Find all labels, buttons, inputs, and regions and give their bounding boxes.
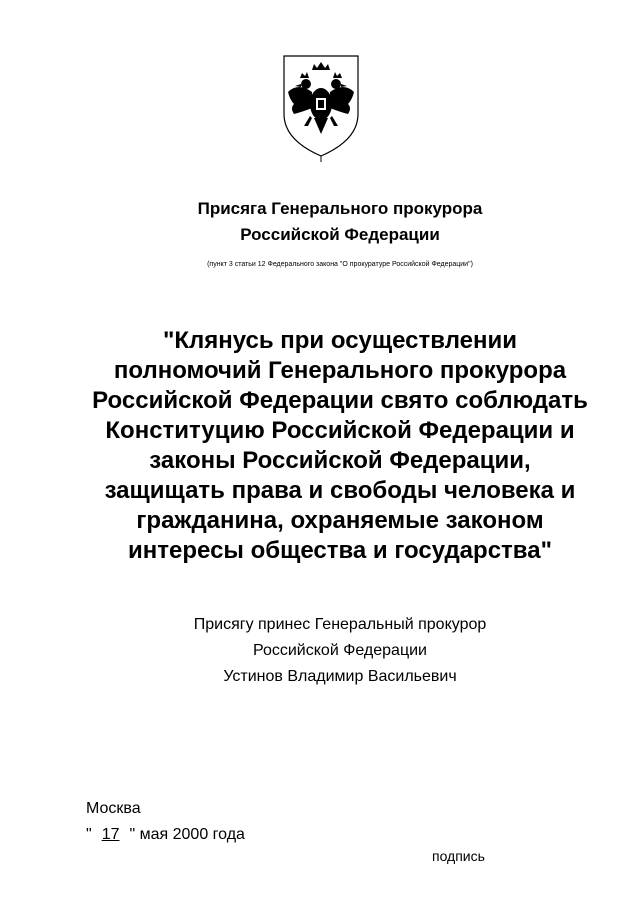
legal-reference: (пункт 3 статьи 12 Федерального закона "О прокуратуре Российской Федерации")	[207, 261, 473, 268]
taken-by-line-2: Российской Федерации	[253, 642, 427, 659]
double-headed-eagle-icon	[276, 52, 366, 162]
date-line	[86, 826, 245, 844]
signature-label: подпись	[432, 848, 485, 864]
date-quote-open: "	[86, 826, 92, 843]
oath-line: законы Российской Федерации,	[149, 447, 531, 474]
oath-taken-by	[0, 612, 640, 690]
oath-line: "Клянусь при осуществлении	[162, 327, 517, 354]
place: Москва	[86, 800, 141, 817]
oath-line: Российской Федерации свято соблюдать	[92, 387, 588, 414]
date-month-year: мая 2000 года	[139, 826, 245, 843]
oath-line: защищать права и свободы человека и	[104, 477, 576, 504]
oath-line: Конституцию Российской Федерации и	[105, 417, 575, 444]
oath-line: гражданина, охраняемые законом	[136, 507, 544, 534]
date-quote-close: "	[129, 826, 136, 843]
taken-by-line-1: Присягу принес Генеральный прокурор	[193, 616, 487, 633]
date-day: 17	[101, 826, 120, 843]
title-line-1: Присяга Генерального прокурора	[197, 199, 483, 218]
document-title	[0, 196, 640, 248]
official-name: Устинов Владимир Васильевич	[223, 668, 457, 685]
coat-of-arms-emblem	[276, 52, 366, 162]
oath-line: полномочий Генерального прокурора	[113, 357, 567, 384]
oath-text	[0, 326, 640, 566]
title-line-2: Российской Федерации	[240, 225, 440, 244]
oath-line: интересы общества и государства"	[128, 537, 552, 564]
